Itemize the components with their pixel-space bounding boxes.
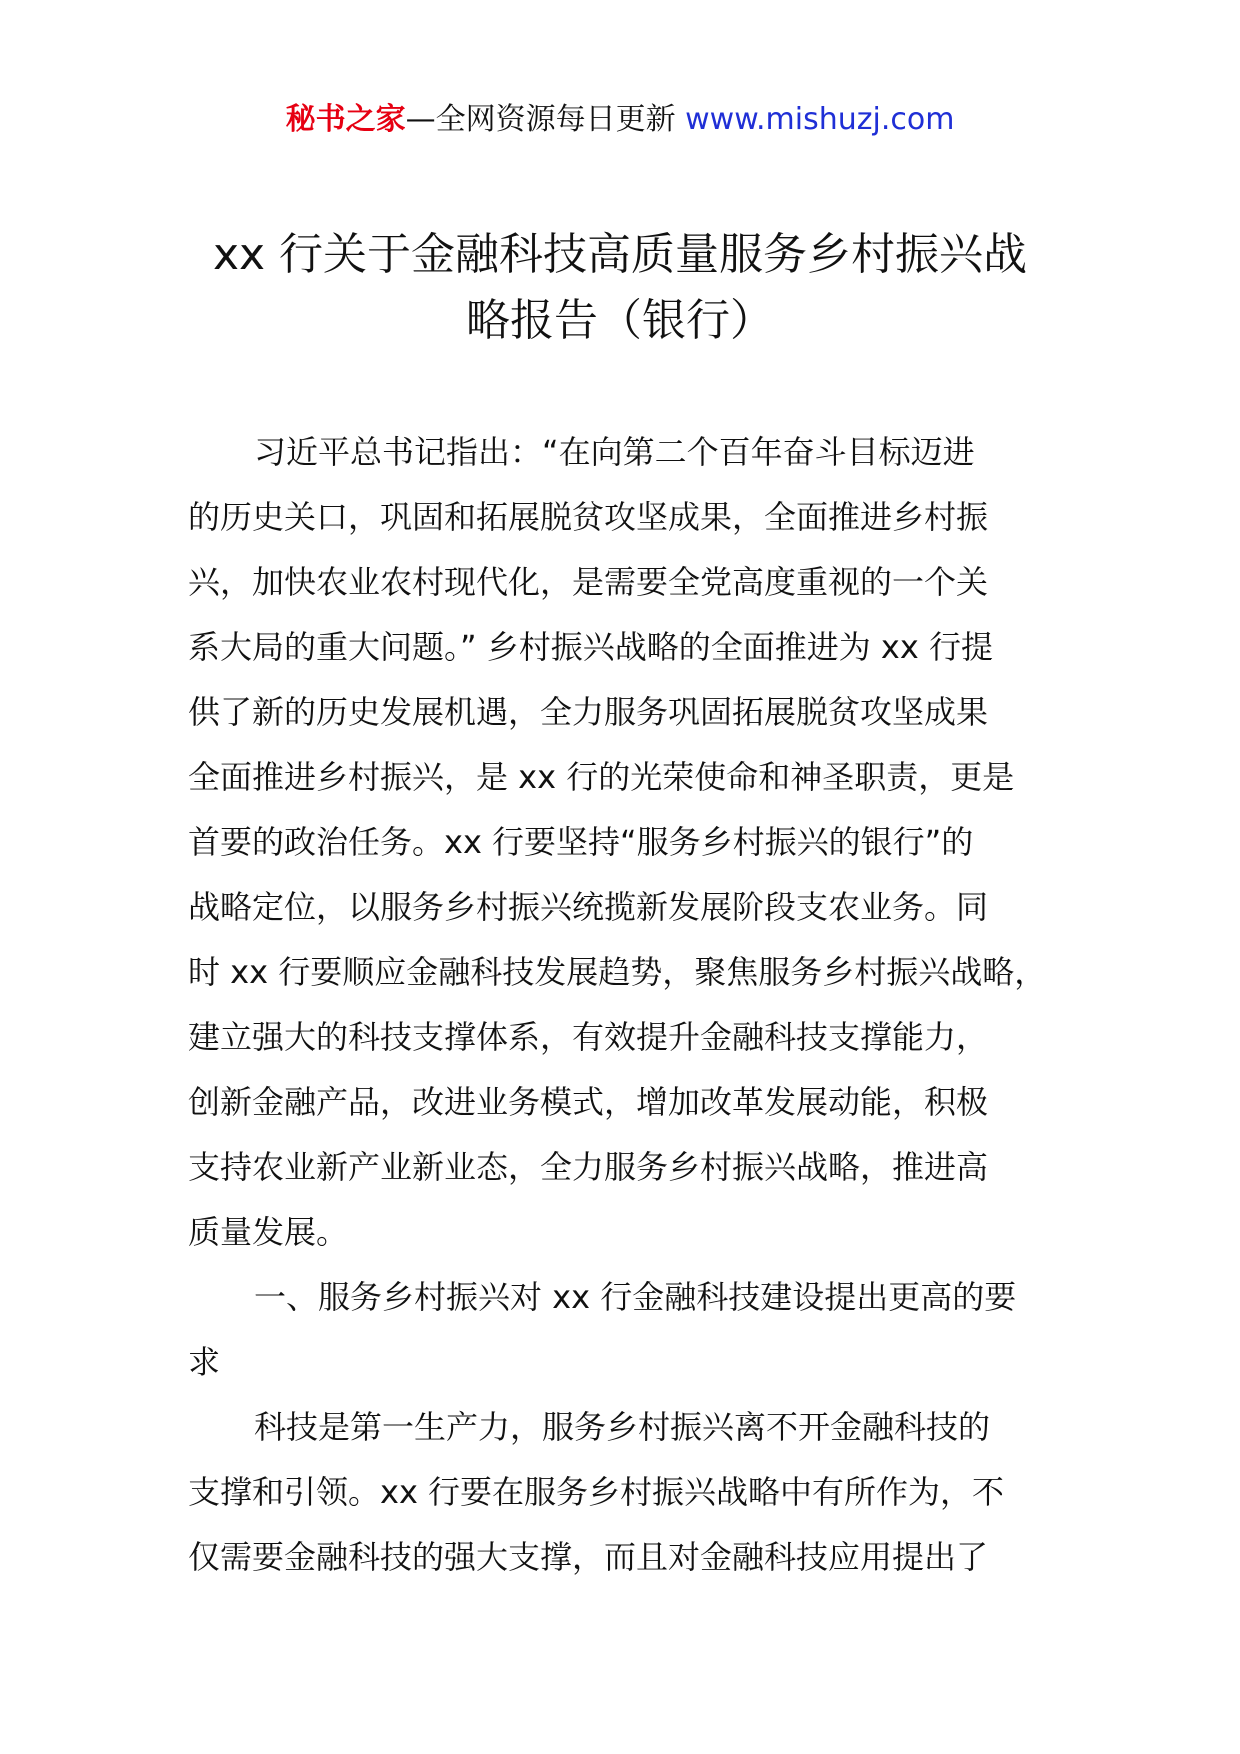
body-line: 的历史关口，巩固和拓展脱贫攻坚成果，全面推进乡村振 <box>188 498 989 536</box>
document-body <box>188 420 1088 1590</box>
body-line: 建立强大的科技支撑体系，有效提升金融科技支撑能力， <box>188 1018 989 1056</box>
header-tagline: —全网资源每日更新 <box>405 102 676 137</box>
body-line: 首要的政治任务。xx 行要坚持“服务乡村振兴的银行”的 <box>188 823 974 861</box>
brand-name: 秘书之家 <box>285 102 406 137</box>
body-line: 全面推进乡村振兴，是 xx 行的光荣使命和神圣职责，更是 <box>188 758 1015 796</box>
document-title <box>150 222 1090 354</box>
body-line: 战略定位，以服务乡村振兴统揽新发展阶段支农业务。同 <box>188 888 989 926</box>
body-line: 仅需要金融科技的强大支撑，而且对金融科技应用提出了 <box>188 1538 989 1576</box>
site-url-link[interactable]: www.mishuzj.com <box>685 102 955 137</box>
title-line: 略报告（银行） <box>466 295 774 346</box>
site-header <box>0 100 1240 140</box>
body-line: 兴，加快农业农村现代化，是需要全党高度重视的一个关 <box>188 563 989 601</box>
body-line: 时 xx 行要顺应金融科技发展趋势，聚焦服务乡村振兴战略， <box>188 953 1047 991</box>
body-line: 系大局的重大问题。” 乡村振兴战略的全面推进为 xx 行提 <box>188 628 993 666</box>
section-heading-line: 求 <box>188 1343 221 1381</box>
title-line: xx 行关于金融科技高质量服务乡村振兴战 <box>212 229 1028 280</box>
body-line: 支撑和引领。xx 行要在服务乡村振兴战略中有所作为，不 <box>188 1473 1005 1511</box>
body-line: 质量发展。 <box>188 1213 349 1251</box>
body-line: 习近平总书记指出：“在向第二个百年奋斗目标迈进 <box>254 433 975 471</box>
body-line: 科技是第一生产力，服务乡村振兴离不开金融科技的 <box>254 1408 991 1446</box>
body-line: 供了新的历史发展机遇，全力服务巩固拓展脱贫攻坚成果 <box>188 693 989 731</box>
body-line: 创新金融产品，改进业务模式，增加改革发展动能，积极 <box>188 1083 989 1121</box>
body-line: 支持农业新产业新业态，全力服务乡村振兴战略，推进高 <box>188 1148 989 1186</box>
section-heading-line: 一、服务乡村振兴对 xx 行金融科技建设提出更高的要 <box>254 1278 1017 1316</box>
